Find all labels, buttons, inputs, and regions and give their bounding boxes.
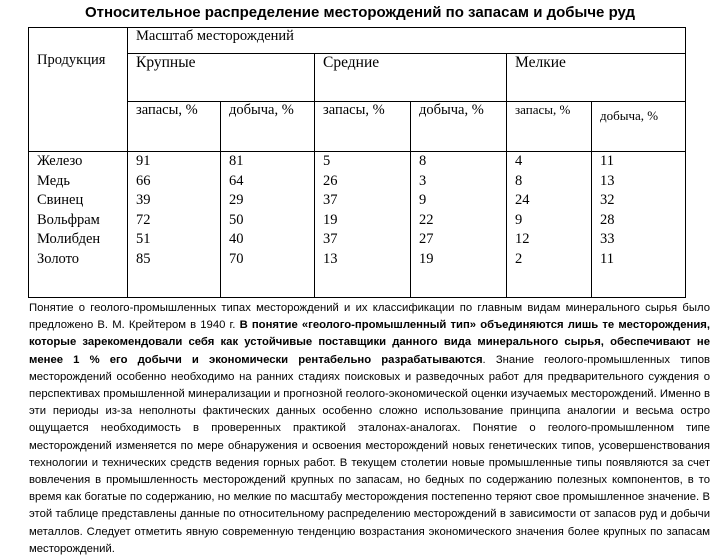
value: 11 bbox=[600, 250, 614, 267]
value: 81 bbox=[229, 153, 244, 169]
value: 9 bbox=[419, 192, 427, 208]
value: 28 bbox=[600, 211, 615, 228]
value: 8 bbox=[419, 153, 427, 169]
scale-header: Масштаб месторождений bbox=[128, 28, 686, 54]
value: 9 bbox=[515, 211, 523, 228]
value: 24 bbox=[515, 192, 530, 208]
value: 5 bbox=[323, 153, 331, 169]
value: 26 bbox=[323, 172, 338, 189]
value: 85 bbox=[136, 250, 151, 267]
value: 40 bbox=[229, 231, 244, 247]
value: 12 bbox=[515, 231, 530, 247]
large-production-cell bbox=[221, 152, 315, 298]
small-reserves-cell bbox=[507, 152, 592, 298]
page-title: Относительное распределение месторождений по запасам и добыче руд bbox=[84, 4, 636, 21]
group-medium: Средние bbox=[315, 54, 507, 102]
value: 64 bbox=[229, 172, 244, 189]
value: 29 bbox=[229, 192, 244, 208]
product-name: Золото bbox=[37, 250, 80, 267]
value: 13 bbox=[600, 172, 615, 189]
subheader-large-reserves: запасы, % bbox=[128, 102, 221, 152]
medium-production-cell bbox=[411, 152, 507, 298]
medium-reserves-cell bbox=[315, 152, 411, 298]
group-large: Крупные bbox=[128, 54, 315, 102]
value: 2 bbox=[515, 250, 523, 267]
product-name: Молибден bbox=[37, 231, 101, 247]
subheader-medium-reserves: запасы, % bbox=[315, 102, 411, 152]
body-paragraph bbox=[29, 300, 710, 558]
products-cell bbox=[29, 152, 128, 298]
value: 39 bbox=[136, 192, 151, 208]
large-reserves-cell bbox=[128, 152, 221, 298]
subheader-large-production: добыча, % bbox=[221, 102, 315, 152]
product-name: Свинец bbox=[37, 192, 84, 208]
value: 3 bbox=[419, 172, 427, 189]
product-name: Железо bbox=[37, 153, 83, 169]
value: 11 bbox=[600, 153, 614, 169]
value: 66 bbox=[136, 172, 151, 189]
value: 4 bbox=[515, 153, 523, 169]
value: 50 bbox=[229, 211, 244, 228]
value: 37 bbox=[323, 192, 338, 208]
value: 91 bbox=[136, 153, 151, 169]
value: 8 bbox=[515, 172, 523, 189]
value: 13 bbox=[323, 250, 338, 267]
paragraph-part-3: . Знание геолого-промышленных типов месторождений особенно необходимо на ранних стадиях поисковых и разведочных работ для предварительного суждения о перспективах промышленной минерализации и прогнозной геолого-экономической оценки изучаемых месторождений. Именно в эти периоды из-за неполноты фактических данных особенно сложно использование принципа аналогии и весьма остро ощущается необходимость в проверенных практикой эталонах-аналогах. Понятие о геолого-промышленном типе месторождений изменяется по мере обнаружения и освоения месторождений новых генетических типов, усовершенствования технологии и технических средств ведения горных работ. В текущем столетии новые промышленные типы появляются за счет вовлечения в промышленность месторождений крупных по запасам, но бедных по содержанию полезных компонентов, в то время как богатые по содержанию, но мелкие по масштабу месторождения постепенно теряют свое промышленное значение. В этой таблице представлены данные по относительному распределению месторождений в зависимости от запасов руд и добычи металлов. Следует отметить явную современную тенденцию возрастания экономического значения более крупных по запасам месторождений. bbox=[29, 353, 710, 555]
paragraph-definition-bold: В понятие «геолого-промышленный тип» объединяются лишь те месторождения, которые зарекомендовали себя как устойчивые поставщики данного вида минерального сырья, обеспечивают не менее 1 % его добычи и экономически рентабельно разрабатываются bbox=[29, 319, 710, 366]
product-header: Продукция bbox=[29, 28, 128, 152]
value: 27 bbox=[419, 231, 434, 247]
subheader-medium-production: добыча, % bbox=[411, 102, 507, 152]
product-name: Медь bbox=[37, 172, 70, 189]
value: 51 bbox=[136, 231, 151, 247]
value: 32 bbox=[600, 192, 615, 208]
value: 19 bbox=[419, 250, 434, 267]
value: 19 bbox=[323, 211, 338, 228]
paragraph-part-1: Понятие о геолого-промышленных типах месторождений и их классификации по главным видам минерального сырья было предложено В. М. Крейтером в 1940 г. bbox=[29, 302, 710, 332]
value: 33 bbox=[600, 231, 615, 247]
subheader-small-reserves: запасы, % bbox=[507, 102, 592, 152]
subheader-small-production: добыча, % bbox=[592, 102, 686, 152]
value: 72 bbox=[136, 211, 151, 228]
value: 37 bbox=[323, 231, 338, 247]
deposits-table bbox=[28, 27, 686, 298]
value: 70 bbox=[229, 250, 244, 267]
value: 22 bbox=[419, 211, 434, 228]
product-name: Вольфрам bbox=[37, 211, 100, 228]
small-production-cell bbox=[592, 152, 686, 298]
group-small: Мелкие bbox=[507, 54, 686, 102]
